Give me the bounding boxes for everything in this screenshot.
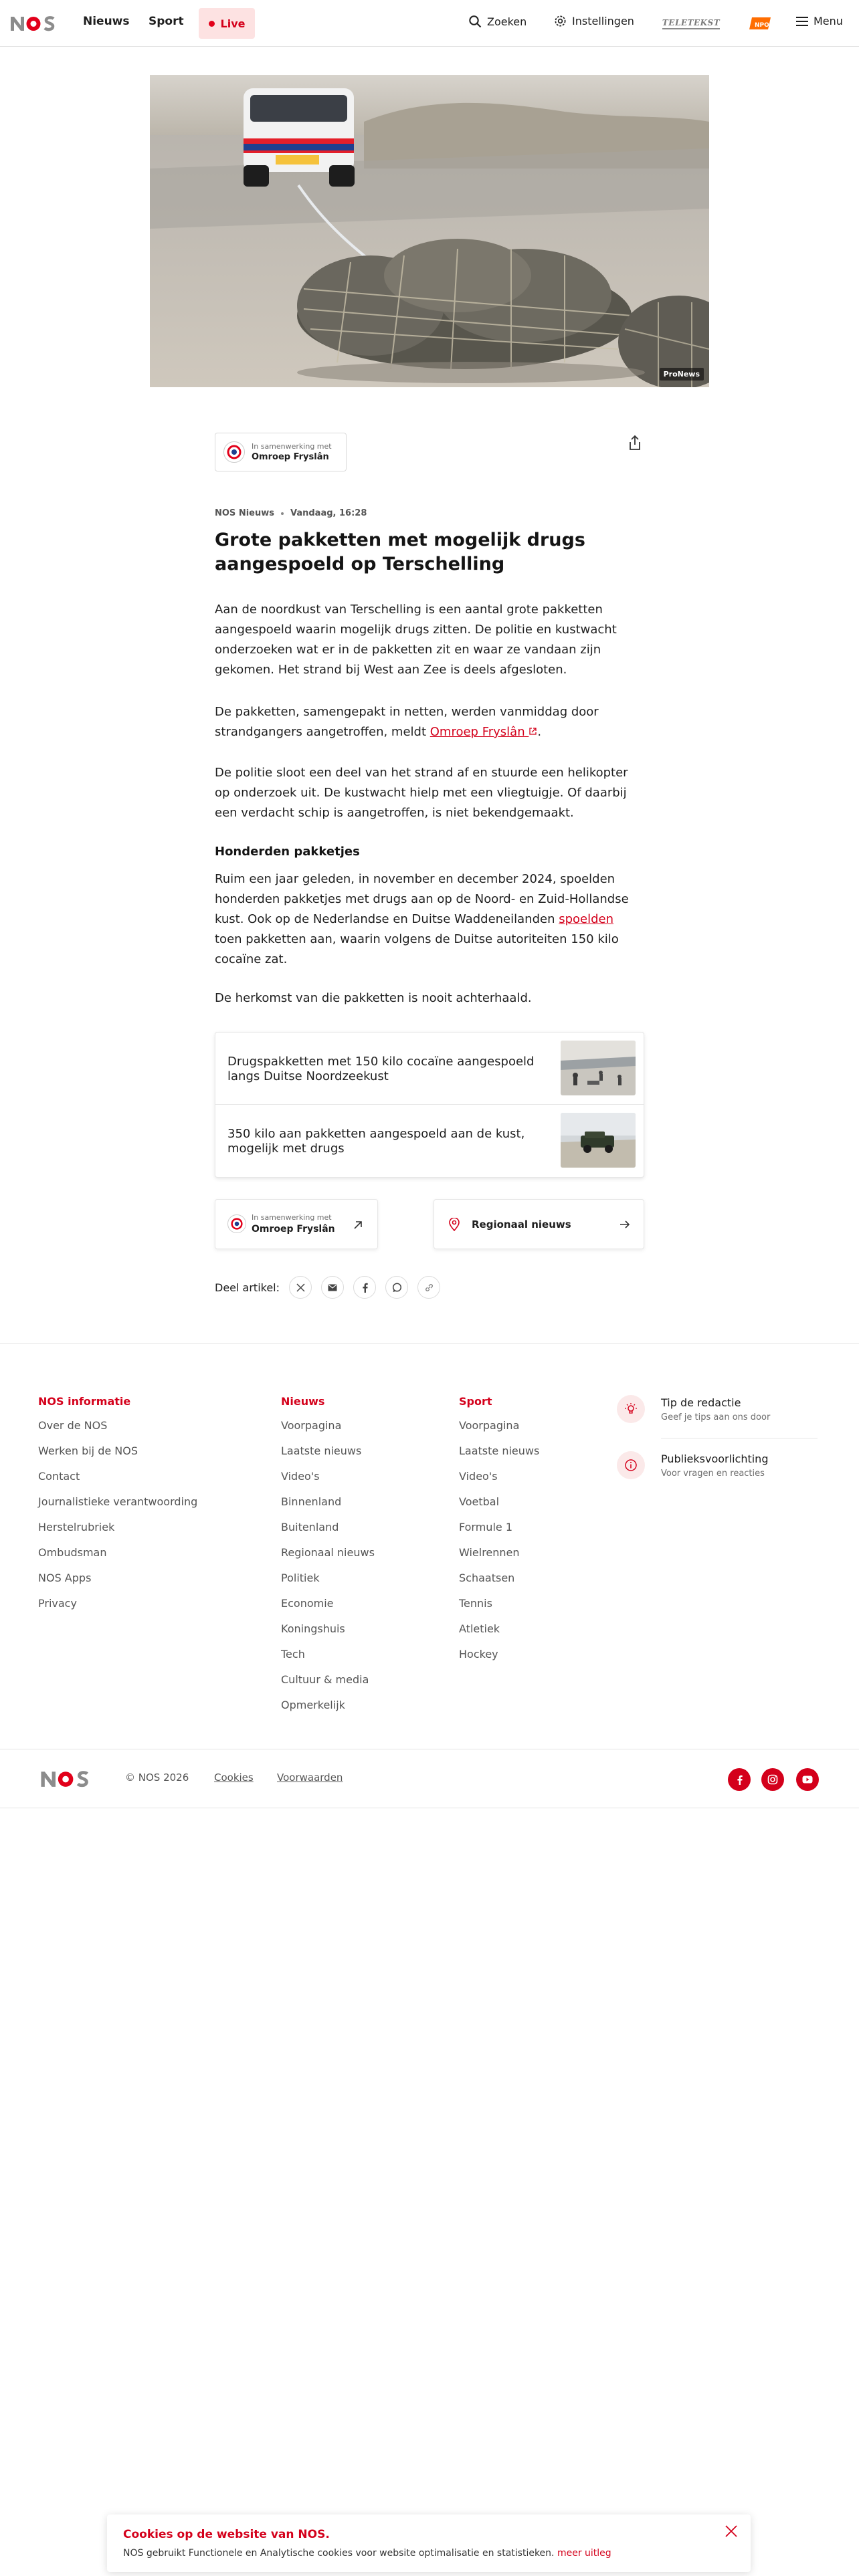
meta-separator — [281, 512, 284, 515]
related-article-thumbnail — [561, 1041, 636, 1095]
omroep-fryslan-logo — [223, 441, 245, 463]
info-svg — [624, 1459, 638, 1472]
footer-link[interactable]: NOS Apps — [38, 1572, 92, 1584]
publieksvoorlichting-link[interactable] — [617, 1451, 818, 1485]
tip-title: Tip de redactie — [661, 1396, 741, 1409]
footer-link[interactable]: Koningshuis — [281, 1622, 345, 1635]
instagram-icon — [767, 1774, 778, 1785]
publieksvoorlichting-title: Publieksvoorlichting — [661, 1453, 769, 1465]
share-facebook-button[interactable] — [353, 1276, 376, 1299]
cookie-text — [123, 2548, 611, 2559]
footer-link[interactable]: Video's — [459, 1470, 498, 1483]
share-button[interactable] — [628, 435, 642, 453]
location-pin-icon — [449, 1218, 460, 1231]
footer-link[interactable]: Cultuur & media — [281, 1673, 369, 1686]
share-article-row — [215, 1275, 450, 1299]
cookie-close-button[interactable] — [724, 2524, 739, 2541]
partner-caption: In samenwerking met — [252, 442, 332, 451]
partner-name: Omroep Fryslân — [252, 452, 329, 462]
menu-label: Menu — [814, 15, 843, 27]
facebook-icon — [362, 1283, 368, 1293]
footer-link[interactable]: Voorpagina — [459, 1419, 520, 1432]
footer-link[interactable]: Opmerkelijk — [281, 1699, 345, 1711]
omroep-fryslan-link-label: Omroep Fryslân — [430, 725, 525, 739]
partner-card-caption: In samenwerking met — [252, 1213, 332, 1222]
related-article[interactable] — [215, 1033, 644, 1105]
p4-text: Ruim een jaar geleden, in november en december 2024, spoelden honderden pakketjes met drugs aan op de Noord- en Zuid-Hollandse kust. Ook op de Nederlandse en Duitse Waddeneilanden — [215, 872, 629, 926]
regional-news-card[interactable] — [434, 1199, 644, 1249]
hero-image — [150, 75, 709, 387]
p2-text: De pakketten, samengepakt in netten, werden vanmiddag door strandgangers aangetroffen, meldt — [215, 705, 599, 739]
footer-link[interactable]: Economie — [281, 1597, 334, 1610]
npo-logo[interactable] — [749, 15, 773, 32]
search-icon — [468, 15, 482, 28]
partner-card-name: Omroep Fryslân — [252, 1224, 335, 1235]
footer-sport-heading: Sport — [459, 1395, 492, 1408]
footer-news-heading: Nieuws — [281, 1395, 325, 1408]
footer-link[interactable]: Laatste nieuws — [459, 1444, 540, 1457]
footer-link[interactable]: Hockey — [459, 1648, 498, 1660]
cookie-more-link[interactable]: meer uitleg — [557, 2548, 611, 2559]
spoelden-link[interactable]: spoelden — [559, 912, 614, 926]
live-label: Live — [220, 17, 246, 30]
hamburger-icon — [796, 16, 808, 27]
footer-divider — [0, 1343, 859, 1344]
footer-link[interactable]: Voetbal — [459, 1495, 500, 1508]
tip-subtitle: Geef je tips aan ons door — [661, 1412, 771, 1422]
p2-end: . — [537, 725, 542, 739]
youtube-icon — [802, 1776, 813, 1784]
copyright: © NOS 2026 — [125, 1772, 189, 1784]
beach-thumbnail-2 — [561, 1113, 636, 1168]
footer-link[interactable]: Regionaal nieuws — [281, 1546, 375, 1559]
settings-button[interactable] — [554, 15, 634, 27]
search-button[interactable] — [468, 15, 527, 28]
share-icon — [628, 435, 642, 451]
footer-sport-column — [459, 1395, 539, 1673]
live-dot-icon — [209, 21, 215, 27]
article-paragraph-5: De herkomst van die pakketten is nooit achterhaald. — [215, 991, 532, 1005]
teletekst-link[interactable]: TELETEKST — [662, 17, 720, 29]
footer-link[interactable]: Laatste nieuws — [281, 1444, 362, 1457]
article-paragraph-3: De politie sloot een deel van het strand af en stuurde een helikopter op onderzoek uit. De kustwacht hielp met een vliegtuigje. Of daarbij een verdacht schip is aangetroffen, is niet bekendgemaakt. — [215, 766, 628, 820]
footer-link[interactable]: Over de NOS — [38, 1419, 108, 1432]
youtube-link[interactable] — [796, 1768, 819, 1791]
footer-link[interactable]: Tech — [281, 1648, 305, 1660]
regional-news-label: Regionaal nieuws — [472, 1218, 571, 1230]
cookie-banner — [107, 2514, 751, 2572]
article-paragraph-4 — [215, 869, 644, 970]
article-subheading: Honderden pakketjes — [215, 845, 360, 859]
voorwaarden-link[interactable]: Voorwaarden — [277, 1772, 343, 1784]
link-icon — [424, 1283, 434, 1293]
article-source: NOS Nieuws — [215, 508, 274, 518]
share-x-button[interactable] — [289, 1276, 312, 1299]
footer-link[interactable]: Binnenland — [281, 1495, 342, 1508]
partner-card[interactable] — [215, 1199, 378, 1249]
share-email-button[interactable] — [321, 1276, 344, 1299]
nos-logo-icon — [9, 15, 56, 32]
footer-info-heading: NOS informatie — [38, 1395, 131, 1408]
article-title: Grote pakketten met mogelijk drugs aangespoeld op Terschelling — [215, 530, 585, 574]
related-article-title: 350 kilo aan pakketten aangespoeld aan de kust, mogelijk met drugs — [227, 1127, 525, 1156]
article-meta — [215, 508, 367, 518]
footer-link[interactable]: Herstelrubriek — [38, 1521, 115, 1533]
p4-end: toen pakketten aan, waarin volgens de Duitse autoriteiten 150 kilo cocaïne zat. — [215, 932, 619, 966]
article-paragraph-2 — [215, 702, 644, 742]
beach-thumbnail-1 — [561, 1041, 636, 1095]
footer-news-column — [281, 1395, 375, 1724]
related-articles — [215, 1032, 644, 1178]
footer-link[interactable]: Formule 1 — [459, 1521, 512, 1533]
arrow-up-right-icon — [353, 1220, 363, 1230]
footer-link[interactable]: Atletiek — [459, 1622, 500, 1635]
external-link-icon — [529, 727, 537, 736]
footer-link[interactable]: Politiek — [281, 1572, 320, 1584]
omroep-fryslan-icon — [231, 1218, 243, 1230]
footer-link[interactable]: Journalistieke verantwoording — [38, 1495, 198, 1508]
related-article-title: Drugspakketten met 150 kilo cocaïne aangespoeld langs Duitse Noordzeekust — [227, 1055, 535, 1083]
related-article-thumbnail — [561, 1113, 636, 1168]
cookie-description: NOS gebruikt Functionele en Analytische cookies voor website optimalisatie en statistieken. — [123, 2548, 555, 2559]
top-navigation — [0, 0, 859, 47]
menu-button[interactable] — [796, 15, 843, 27]
settings-label: Instellingen — [572, 15, 634, 27]
share-label: Deel artikel: — [215, 1281, 280, 1294]
live-button[interactable] — [199, 8, 255, 39]
article-paragraph-1: Aan de noordkust van Terschelling is een aantal grote pakketten aangespoeld waarin mogelijk drugs zitten. De politie en kustwacht onderzoeken wat er in de pakketten zit en waar ze vandaan zijn gekomen. Het strand bij West aan Zee is deels afgesloten. — [215, 603, 617, 677]
hero-photo — [150, 75, 709, 387]
footer-link[interactable]: Contact — [38, 1470, 80, 1483]
instagram-link[interactable] — [761, 1768, 784, 1791]
footer-info-column — [38, 1395, 197, 1622]
omroep-fryslan-link[interactable] — [430, 725, 538, 739]
info-icon — [617, 1451, 645, 1479]
footer-link[interactable]: Wielrennen — [459, 1546, 520, 1559]
share-whatsapp-button[interactable] — [385, 1276, 408, 1299]
footer-link[interactable]: Video's — [281, 1470, 320, 1483]
nav-sport[interactable]: Sport — [149, 15, 184, 28]
footer-link[interactable]: Privacy — [38, 1597, 77, 1610]
facebook-link[interactable] — [728, 1768, 751, 1791]
footer-nos-logo[interactable] — [38, 1769, 92, 1791]
footer-link[interactable]: Buitenland — [281, 1521, 339, 1533]
whatsapp-icon — [392, 1283, 402, 1293]
npo-logo-icon — [749, 15, 773, 32]
gear-icon — [554, 15, 567, 27]
lightbulb-svg — [624, 1402, 638, 1416]
cookie-title: Cookies op de website van NOS. — [123, 2528, 330, 2541]
article-time: Vandaag, 16:28 — [290, 508, 367, 518]
search-label: Zoeken — [487, 15, 527, 28]
footer-link[interactable]: Werken bij de NOS — [38, 1444, 138, 1457]
nav-nieuws[interactable]: Nieuws — [83, 15, 130, 28]
arrow-right-icon — [619, 1220, 630, 1229]
omroep-fryslan-icon — [227, 445, 242, 459]
footer-link[interactable]: Schaatsen — [459, 1572, 515, 1584]
footer-link[interactable]: Tennis — [459, 1597, 492, 1610]
x-icon — [296, 1283, 305, 1292]
nos-logo[interactable] — [9, 13, 56, 33]
omroep-fryslan-logo — [227, 1214, 246, 1233]
publieksvoorlichting-subtitle: Voor vragen en reacties — [661, 1469, 765, 1479]
facebook-icon — [737, 1775, 743, 1785]
copy-link-button[interactable] — [417, 1276, 440, 1299]
nos-logo-icon — [38, 1769, 92, 1788]
cookies-link[interactable]: Cookies — [214, 1772, 254, 1784]
lightbulb-icon — [617, 1395, 645, 1423]
npo-label: NPO — [755, 22, 769, 29]
close-icon — [724, 2524, 739, 2539]
related-article[interactable] — [215, 1105, 644, 1177]
mail-icon — [328, 1284, 337, 1291]
footer-link[interactable]: Voorpagina — [281, 1419, 342, 1432]
partner-badge[interactable] — [215, 433, 347, 471]
photo-credit: ProNews — [660, 368, 704, 381]
footer-link[interactable]: Ombudsman — [38, 1546, 107, 1559]
tip-redactie-link[interactable] — [617, 1395, 818, 1428]
